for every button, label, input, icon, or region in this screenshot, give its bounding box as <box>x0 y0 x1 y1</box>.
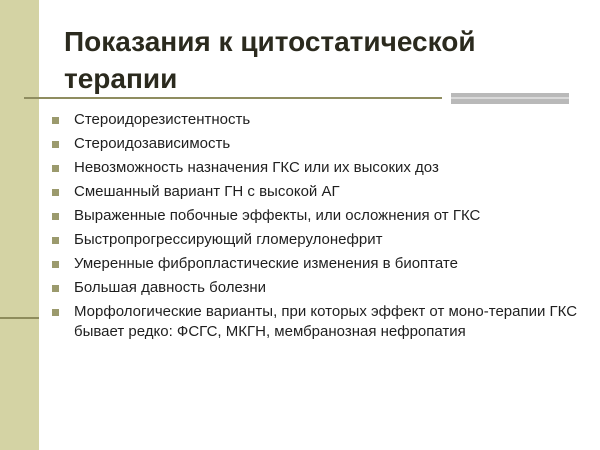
list-item-text: Морфологические варианты, при которых эффект от моно-терапии ГКС бывает редко: ФСГС, МКГН, мембранозная нефропатия <box>74 303 578 340</box>
list-item-text: Выраженные побочные эффекты, или осложнения от ГКС <box>74 207 481 224</box>
sidebar-tick <box>0 317 39 319</box>
list-item-text: Большая давность болезни <box>74 279 267 296</box>
list-item-text: Стероидозависимость <box>74 135 231 152</box>
list-item <box>52 278 582 298</box>
list-item-text: Быстропрогрессирующий гломерулонефрит <box>74 231 383 248</box>
square-bullet-icon <box>52 165 59 172</box>
list-item <box>52 158 582 178</box>
square-bullet-icon <box>52 261 59 268</box>
square-bullet-icon <box>52 189 59 196</box>
list-item-text: Стероидорезистентность <box>74 111 251 128</box>
square-bullet-icon <box>52 309 59 316</box>
list-item <box>52 182 582 202</box>
bullet-list <box>52 110 582 346</box>
square-bullet-icon <box>52 237 59 244</box>
list-item <box>52 302 582 342</box>
list-item <box>52 134 582 154</box>
square-bullet-icon <box>52 141 59 148</box>
slide-title: Показания к цитостатической терапии <box>64 26 476 94</box>
list-item <box>52 254 582 274</box>
title-underline <box>24 97 442 99</box>
list-item-text: Умеренные фибропластические изменения в биоптате <box>74 255 458 272</box>
list-item-text: Смешанный вариант ГН с высокой АГ <box>74 183 340 200</box>
square-bullet-icon <box>52 117 59 124</box>
slide-sidebar <box>0 0 39 450</box>
list-item <box>52 230 582 250</box>
list-item <box>52 110 582 130</box>
list-item <box>52 206 582 226</box>
square-bullet-icon <box>52 285 59 292</box>
square-bullet-icon <box>52 213 59 220</box>
list-item-text: Невозможность назначения ГКС или их высоких доз <box>74 159 439 176</box>
title-underline-accent-line <box>451 97 569 99</box>
